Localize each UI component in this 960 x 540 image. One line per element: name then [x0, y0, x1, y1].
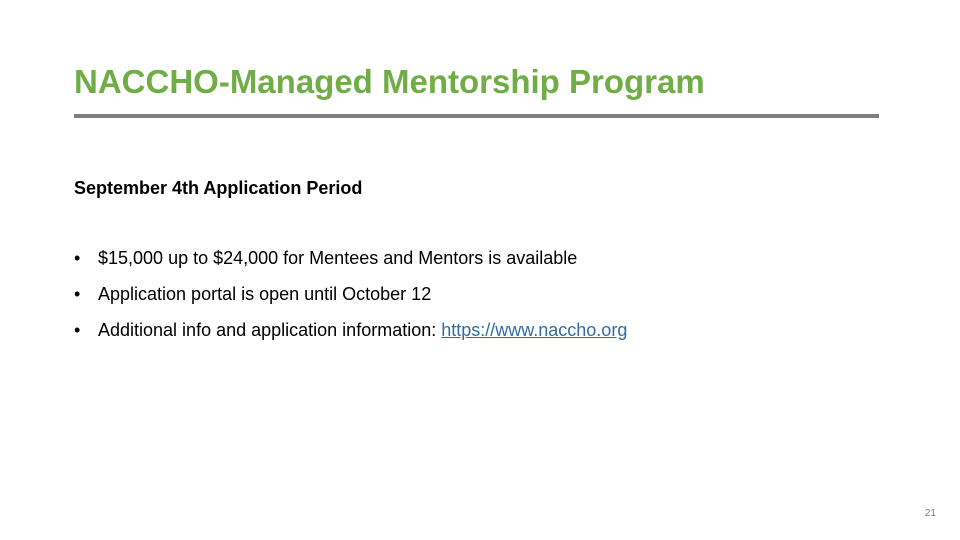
bullet-text: $15,000 up to $24,000 for Mentees and Mentors is available	[98, 248, 578, 268]
bullet-icon: •	[74, 320, 81, 340]
section-subheading: September 4th Application Period	[74, 178, 363, 198]
naccho-website-link[interactable]: https://www.naccho.org	[441, 320, 628, 340]
bullet-item-funding	[74, 246, 627, 282]
bullet-icon: •	[74, 284, 81, 304]
title-divider	[74, 114, 879, 118]
slide-title: NACCHO-Managed Mentorship Program	[74, 63, 705, 100]
bullet-text: Additional info and application information:	[98, 320, 442, 340]
bullet-item-info	[74, 318, 627, 354]
bullet-list	[74, 246, 627, 354]
bullet-text: Application portal is open until October 12	[98, 284, 432, 304]
bullet-item-deadline	[74, 282, 627, 318]
page-number: 21	[924, 508, 936, 519]
bullet-icon: •	[74, 248, 81, 268]
